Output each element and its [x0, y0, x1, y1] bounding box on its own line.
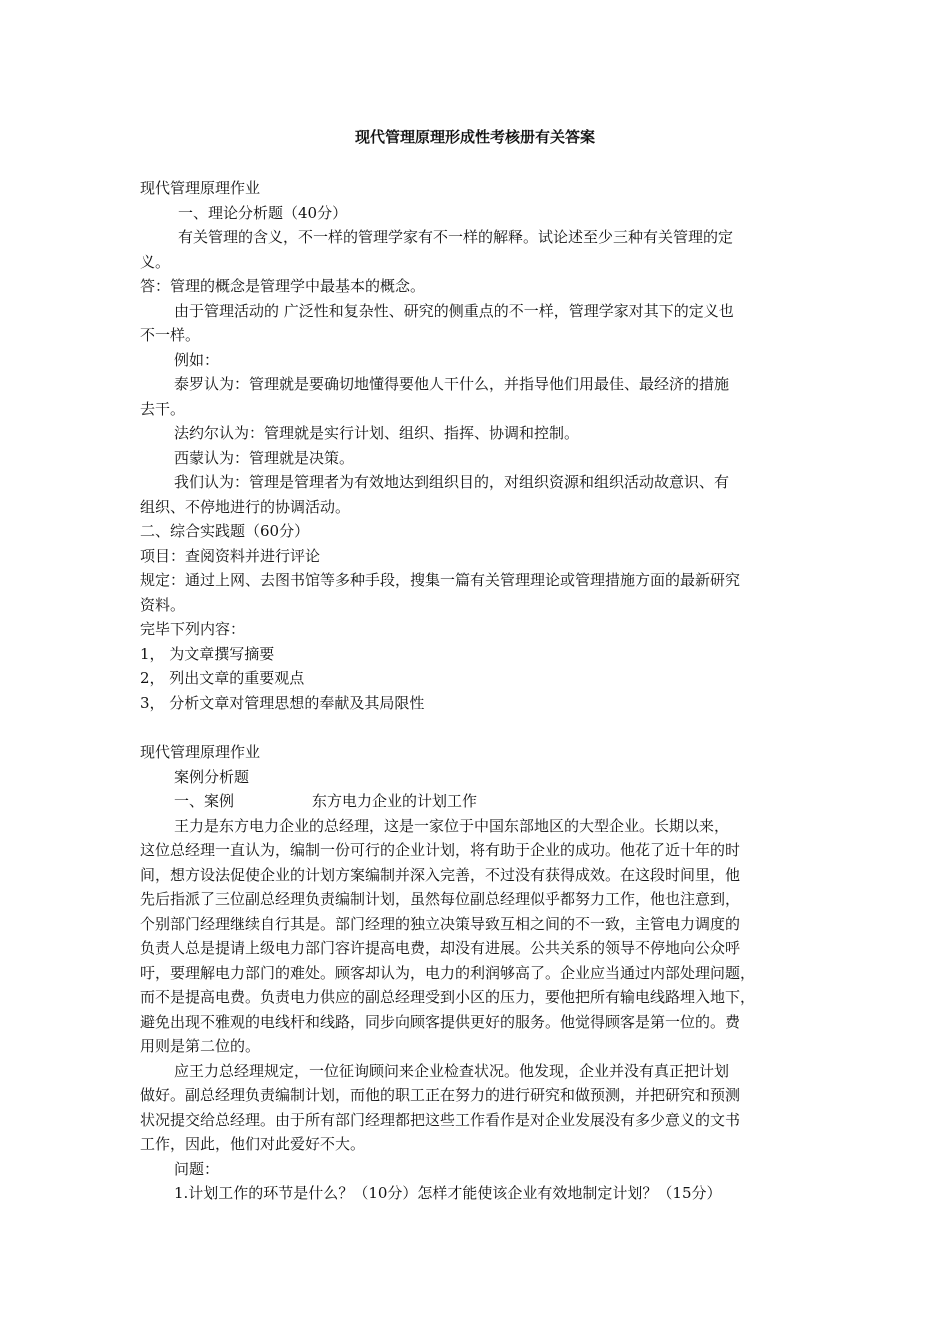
project-line: 项目：查阅资料并进行评论	[140, 546, 321, 565]
section-spacer	[140, 715, 812, 740]
answer-line: 西蒙认为：管理就是决策。	[174, 448, 355, 467]
case-line: 个别部门经理继续自行其是。部门经理的独立决策导致互相之间的不一致，主管电力调度的	[140, 914, 741, 933]
answer-line: 组织、不停地进行的协调活动。	[140, 497, 351, 516]
rule-line: 规定：通过上网、去图书馆等多种手段，搜集一篇有关管理理论或管理措施方面的最新研究	[140, 571, 741, 589]
answer-line: 法约尔认为：管理就是实行计划、组织、指挥、协调和控制。	[174, 424, 580, 442]
case-line: 应王力总经理规定，一位征询顾问来企业检查状况。他发现，企业并没有真正把计划	[174, 1061, 730, 1080]
case-line: 间，想方设法促使企业的计划方案编制并深入完善，不过没有获得成效。在这段时间里，他	[140, 865, 741, 884]
case-heading	[140, 789, 812, 814]
answer-line: 不一样。	[140, 326, 201, 344]
case-analysis-heading: 案例分析题	[174, 767, 250, 786]
document-body	[140, 176, 812, 1206]
question-label: 问题：	[174, 1159, 220, 1178]
question-line: 义。	[140, 252, 171, 271]
case-line: 先后指派了三位副总经理负责编制计划，虽然每位副总经理似乎都努力工作，他也注意到，	[140, 890, 741, 908]
assignment-heading: 现代管理原理作业	[140, 743, 261, 761]
case-line: 王力是东方电力企业的总经理，这是一家位于中国东部地区的大型企业。长期以来，	[174, 816, 730, 835]
question-line: 有关管理的含义，不一样的管理学家有不一样的解释。试论述至少三种有关管理的定	[178, 228, 734, 246]
answer-line: 答：管理的概念是管理学中最基本的概念。	[140, 277, 426, 295]
list-item: 3， 分析文章对管理思想的奉献及其局限性	[140, 693, 425, 712]
answer-line: 泰罗认为：管理就是要确切地懂得要他人干什么，并指导他们用最佳、最经济的措施	[174, 375, 730, 393]
case-line: 负责人总是提请上级电力部门容许提高电费，却没有进展。公共关系的领导不停地向公众呼	[140, 939, 741, 957]
assignment-heading: 现代管理原理作业	[140, 179, 261, 197]
case-line: 吁，要理解电力部门的难处。顾客却认为，电力的利润够高了。企业应当通过内部处理问题，	[140, 963, 756, 982]
case-line: 而不是提高电费。负责电力供应的副总经理受到小区的压力，要他把所有输电线路埋入地下，	[140, 988, 756, 1006]
answer-line: 去干。	[140, 399, 186, 418]
section-heading-practice: 二、综合实践题（60分）	[140, 522, 310, 540]
list-item: 1， 为文章撰写摘要	[140, 644, 275, 663]
case-line: 工作，因此，他们对此爱好不大。	[140, 1135, 366, 1153]
section-heading-theory: 一、理论分析题（40分）	[178, 203, 348, 222]
case-line: 这位总经理一直认为，编制一份可行的企业计划，将有助于企业的成功。他花了近十年的时	[140, 841, 741, 859]
case-line: 避免出现不雅观的电线杆和线路，同步向顾客提供更好的服务。他觉得顾客是第一位的。费	[140, 1012, 741, 1031]
answer-line: 例如：	[174, 350, 220, 369]
rule-line: 资料。	[140, 595, 186, 614]
case-label: 一、案例	[174, 792, 235, 810]
list-item: 2， 列出文章的重要观点	[140, 669, 305, 687]
complete-line: 完毕下列内容：	[140, 620, 246, 638]
question-item: 1.计划工作的环节是什么？（10分）怎样才能使该企业有效地制定计划？（15分）	[174, 1184, 722, 1202]
answer-line: 由于管理活动的 广泛性和复杂性、研究的侧重点的不一样，管理学家对其下的定义也	[174, 301, 734, 320]
case-line: 状况提交给总经理。由于所有部门经理都把这些工作看作是对企业发展没有多少意义的文书	[140, 1110, 741, 1129]
case-line: 用则是第二位的。	[140, 1037, 261, 1055]
case-line: 做好。副总经理负责编制计划，而他的职工正在努力的进行研究和做预测，并把研究和预测	[140, 1086, 741, 1104]
case-name: 东方电力企业的计划工作	[312, 792, 478, 810]
document-title: 现代管理原理形成性考核册有关答案	[354, 128, 595, 146]
answer-line: 我们认为：管理是管理者为有效地达到组织目的，对组织资源和组织活动故意识、有	[174, 473, 730, 491]
